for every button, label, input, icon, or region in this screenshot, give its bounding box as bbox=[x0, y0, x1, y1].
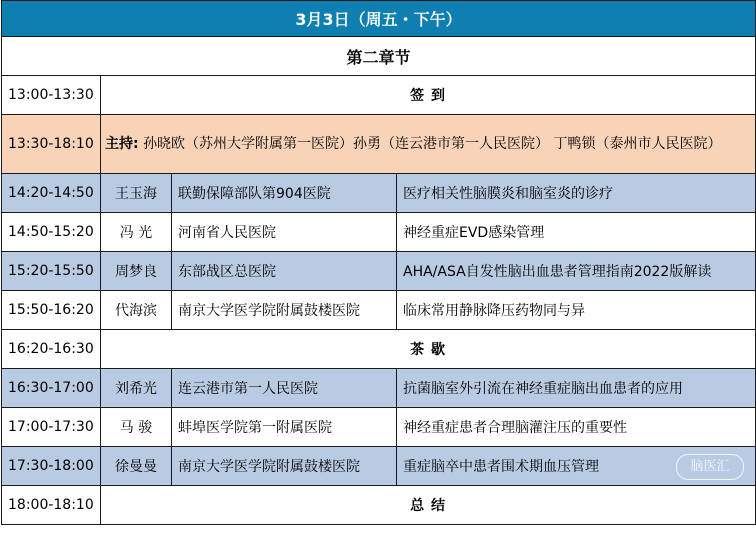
org-cell: 南京大学医学院附属鼓楼医院 bbox=[172, 291, 397, 330]
topic-cell: 神经重症患者合理脑灌注压的重要性 bbox=[397, 408, 756, 447]
host-cell bbox=[101, 115, 756, 174]
topic-cell: 神经重症EVD感染管理 bbox=[397, 213, 756, 252]
speaker-cell: 徐曼曼 bbox=[101, 447, 172, 486]
speaker-cell: 周梦良 bbox=[101, 252, 172, 291]
table-row bbox=[2, 291, 756, 330]
watermark-logo: 脑医汇 bbox=[676, 454, 744, 480]
table-row bbox=[2, 369, 756, 408]
host-row bbox=[2, 115, 756, 174]
time-cell: 17:00-17:30 bbox=[2, 408, 101, 447]
summary-cell: 总 结 bbox=[101, 486, 756, 525]
speaker-cell: 马 骏 bbox=[101, 408, 172, 447]
time-cell: 16:20-16:30 bbox=[2, 330, 101, 369]
speaker-cell: 代海滨 bbox=[101, 291, 172, 330]
org-cell: 南京大学医学院附属鼓楼医院 bbox=[172, 447, 397, 486]
time-cell: 17:30-18:00 bbox=[2, 447, 101, 486]
speaker-cell: 刘希光 bbox=[101, 369, 172, 408]
topic-cell: 重症脑卒中患者围术期血压管理 bbox=[397, 447, 756, 486]
topic-cell: 医疗相关性脑膜炎和脑室炎的诊疗 bbox=[397, 174, 756, 213]
page-title: 3月3日（周五・下午） bbox=[2, 1, 756, 37]
topic-cell: 临床常用静脉降压药物同与异 bbox=[397, 291, 756, 330]
table-row bbox=[2, 252, 756, 291]
header-row bbox=[2, 1, 756, 37]
org-cell: 东部战区总医院 bbox=[172, 252, 397, 291]
time-cell: 13:30-18:10 bbox=[2, 115, 101, 174]
org-cell: 连云港市第一人民医院 bbox=[172, 369, 397, 408]
time-cell: 15:50-16:20 bbox=[2, 291, 101, 330]
table-row bbox=[2, 174, 756, 213]
org-cell: 河南省人民医院 bbox=[172, 213, 397, 252]
table-row bbox=[2, 408, 756, 447]
table-row bbox=[2, 213, 756, 252]
chapter-row bbox=[2, 37, 756, 76]
schedule-table bbox=[1, 0, 756, 525]
break-cell: 茶 歇 bbox=[101, 330, 756, 369]
table-row bbox=[2, 447, 756, 486]
org-cell: 蚌埠医学院第一附属医院 bbox=[172, 408, 397, 447]
topic-cell: 抗菌脑室外引流在神经重症脑出血患者的应用 bbox=[397, 369, 756, 408]
host-names: 孙晓欧（苏州大学附属第一医院）孙勇（连云港市第一人民医院） 丁鸭锁（泰州市人民医院） bbox=[143, 136, 722, 152]
org-cell: 联勤保障部队第904医院 bbox=[172, 174, 397, 213]
table-row bbox=[2, 330, 756, 369]
time-cell: 14:50-15:20 bbox=[2, 213, 101, 252]
host-label: 主持: bbox=[105, 136, 139, 152]
table-row bbox=[2, 486, 756, 525]
time-cell: 16:30-17:00 bbox=[2, 369, 101, 408]
chapter-title: 第二章节 bbox=[2, 37, 756, 76]
signin-cell: 签 到 bbox=[101, 76, 756, 115]
speaker-cell: 冯 光 bbox=[101, 213, 172, 252]
table-row bbox=[2, 76, 756, 115]
time-cell: 13:00-13:30 bbox=[2, 76, 101, 115]
time-cell: 18:00-18:10 bbox=[2, 486, 101, 525]
time-cell: 15:20-15:50 bbox=[2, 252, 101, 291]
time-cell: 14:20-14:50 bbox=[2, 174, 101, 213]
topic-cell: AHA/ASA自发性脑出血患者管理指南2022版解读 bbox=[397, 252, 756, 291]
speaker-cell: 王玉海 bbox=[101, 174, 172, 213]
